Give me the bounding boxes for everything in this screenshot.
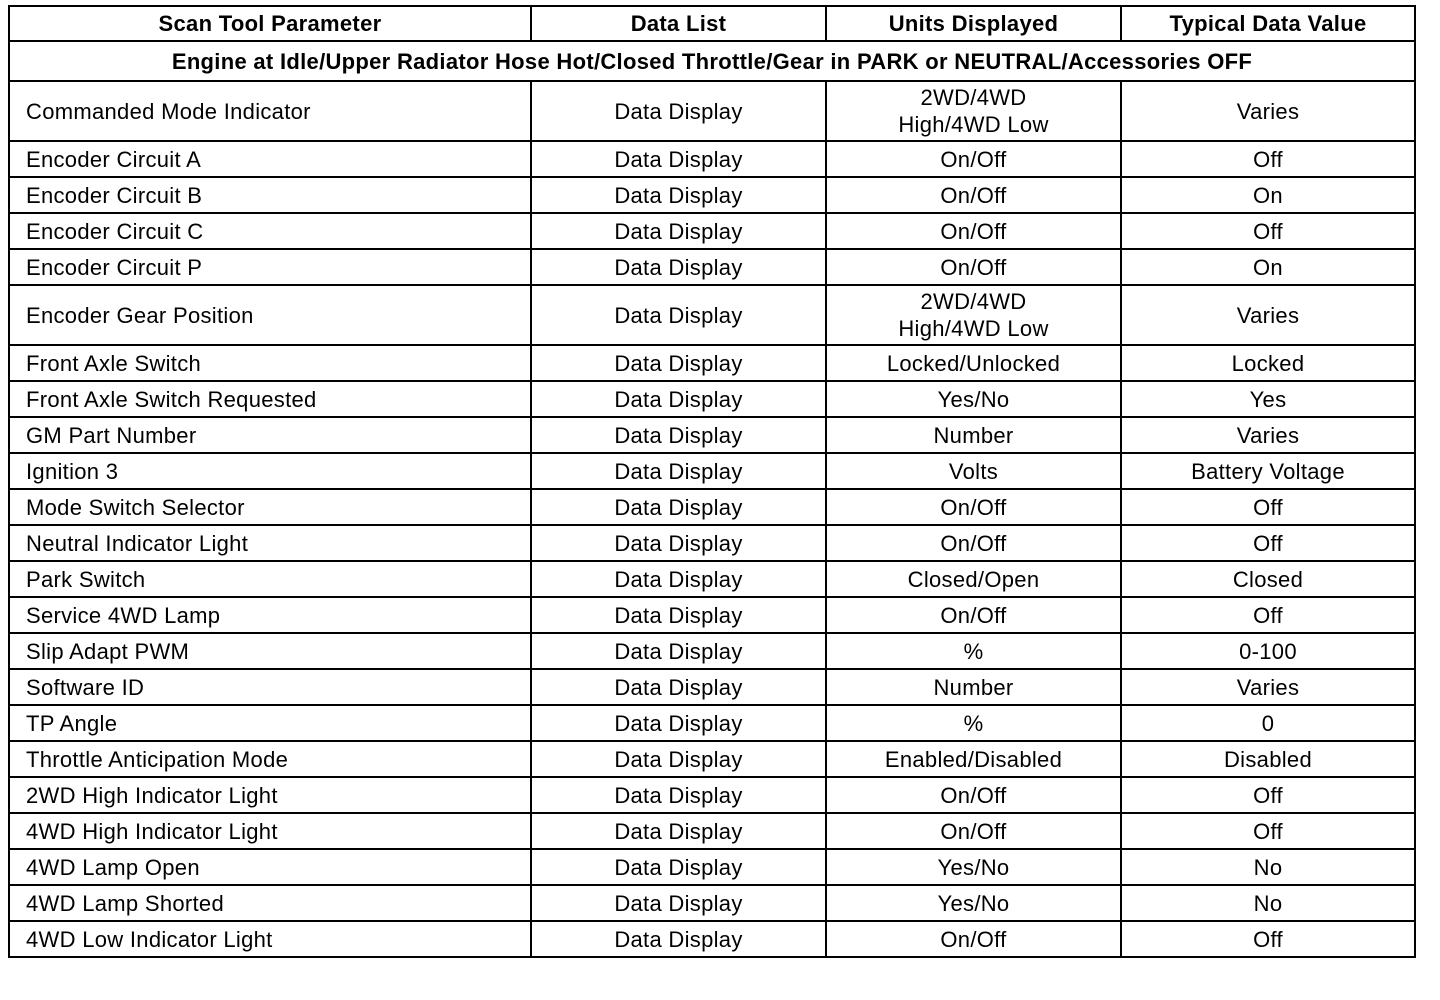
typical-data-value: Off	[1121, 813, 1415, 849]
table-row	[9, 381, 1415, 417]
units-displayed	[826, 525, 1121, 561]
data-list-value: Data Display	[531, 849, 826, 885]
units-displayed	[826, 921, 1121, 957]
parameter-name: TP Angle	[9, 705, 531, 741]
parameter-name: Mode Switch Selector	[9, 489, 531, 525]
parameter-name: 4WD Lamp Shorted	[9, 885, 531, 921]
units-line: Yes/No	[937, 890, 1010, 916]
data-list-value: Data Display	[531, 381, 826, 417]
units-line: 2WD/4WD	[920, 289, 1027, 314]
typical-data-value: No	[1121, 849, 1415, 885]
units-displayed	[826, 177, 1121, 213]
typical-data-value: Varies	[1121, 285, 1415, 345]
units-displayed	[826, 81, 1121, 141]
units-displayed	[826, 141, 1121, 177]
data-list-value: Data Display	[531, 249, 826, 285]
parameter-name: Encoder Circuit A	[9, 141, 531, 177]
parameter-name: 2WD High Indicator Light	[9, 777, 531, 813]
units-line: 2WD/4WD	[920, 85, 1027, 110]
units-displayed	[826, 417, 1121, 453]
units-line: On/Off	[940, 182, 1007, 208]
typical-data-value: Yes	[1121, 381, 1415, 417]
table-row	[9, 489, 1415, 525]
table-row	[9, 597, 1415, 633]
units-line: On/Off	[940, 146, 1007, 172]
units-line: On/Off	[940, 254, 1007, 280]
table-row	[9, 561, 1415, 597]
table-row	[9, 849, 1415, 885]
parameter-name: 4WD High Indicator Light	[9, 813, 531, 849]
units-line: Yes/No	[937, 386, 1010, 412]
units-line: On/Off	[940, 782, 1007, 808]
table-row	[9, 417, 1415, 453]
parameter-name: Commanded Mode Indicator	[9, 81, 531, 141]
scan-tool-data-table	[8, 5, 1416, 958]
units-line: Closed/Open	[907, 566, 1040, 592]
units-displayed	[826, 453, 1121, 489]
typical-data-value: Varies	[1121, 81, 1415, 141]
table-row	[9, 141, 1415, 177]
units-line: Yes/No	[937, 854, 1010, 880]
parameter-name: Service 4WD Lamp	[9, 597, 531, 633]
typical-data-value: Varies	[1121, 417, 1415, 453]
header-typical-data-value: Typical Data Value	[1121, 6, 1415, 41]
header-units-displayed: Units Displayed	[826, 6, 1121, 41]
units-line: On/Off	[940, 218, 1007, 244]
parameter-name: Encoder Circuit C	[9, 213, 531, 249]
table-row	[9, 885, 1415, 921]
condition-row	[9, 41, 1415, 81]
typical-data-value: Varies	[1121, 669, 1415, 705]
typical-data-value: On	[1121, 177, 1415, 213]
table-row	[9, 345, 1415, 381]
parameter-name: Park Switch	[9, 561, 531, 597]
data-list-value: Data Display	[531, 489, 826, 525]
header-data-list: Data List	[531, 6, 826, 41]
units-line: %	[963, 638, 984, 664]
units-line: %	[963, 710, 984, 736]
operating-condition: Engine at Idle/Upper Radiator Hose Hot/Closed Throttle/Gear in PARK or NEUTRAL/Accessories OFF	[9, 41, 1415, 81]
units-displayed	[826, 213, 1121, 249]
data-list-value: Data Display	[531, 741, 826, 777]
parameter-name: Encoder Circuit B	[9, 177, 531, 213]
table-body	[9, 41, 1415, 957]
units-line: Volts	[948, 458, 999, 484]
data-list-value: Data Display	[531, 885, 826, 921]
typical-data-value: 0-100	[1121, 633, 1415, 669]
parameter-name: Software ID	[9, 669, 531, 705]
units-line: High/4WD Low	[898, 112, 1049, 137]
header-row	[9, 6, 1415, 41]
data-list-value: Data Display	[531, 561, 826, 597]
typical-data-value: Locked	[1121, 345, 1415, 381]
data-list-value: Data Display	[531, 177, 826, 213]
data-list-value: Data Display	[531, 213, 826, 249]
table-row	[9, 741, 1415, 777]
data-list-value: Data Display	[531, 597, 826, 633]
typical-data-value: On	[1121, 249, 1415, 285]
units-displayed	[826, 777, 1121, 813]
units-line: High/4WD Low	[898, 316, 1049, 341]
table-row	[9, 213, 1415, 249]
units-displayed	[826, 597, 1121, 633]
data-list-value: Data Display	[531, 705, 826, 741]
parameter-name: GM Part Number	[9, 417, 531, 453]
typical-data-value: Off	[1121, 921, 1415, 957]
parameter-name: Front Axle Switch	[9, 345, 531, 381]
parameter-name: Neutral Indicator Light	[9, 525, 531, 561]
units-displayed	[826, 669, 1121, 705]
units-line: Number	[933, 422, 1014, 448]
data-list-value: Data Display	[531, 285, 826, 345]
data-list-value: Data Display	[531, 345, 826, 381]
typical-data-value: Off	[1121, 141, 1415, 177]
typical-data-value: 0	[1121, 705, 1415, 741]
units-displayed	[826, 849, 1121, 885]
parameter-name: 4WD Low Indicator Light	[9, 921, 531, 957]
parameter-name: Slip Adapt PWM	[9, 633, 531, 669]
parameter-name: Throttle Anticipation Mode	[9, 741, 531, 777]
units-line: On/Off	[940, 602, 1007, 628]
table-row	[9, 177, 1415, 213]
typical-data-value: Closed	[1121, 561, 1415, 597]
units-displayed	[826, 285, 1121, 345]
table-row	[9, 705, 1415, 741]
units-line: On/Off	[940, 494, 1007, 520]
units-displayed	[826, 489, 1121, 525]
data-list-value: Data Display	[531, 141, 826, 177]
table-row	[9, 249, 1415, 285]
table-row	[9, 669, 1415, 705]
units-displayed	[826, 345, 1121, 381]
data-list-value: Data Display	[531, 813, 826, 849]
units-displayed	[826, 249, 1121, 285]
units-displayed	[826, 381, 1121, 417]
data-list-value: Data Display	[531, 417, 826, 453]
header-scan-tool-parameter: Scan Tool Parameter	[9, 6, 531, 41]
table-row	[9, 453, 1415, 489]
units-displayed	[826, 633, 1121, 669]
typical-data-value: Off	[1121, 525, 1415, 561]
units-line: On/Off	[940, 530, 1007, 556]
units-displayed	[826, 561, 1121, 597]
units-displayed	[826, 741, 1121, 777]
units-displayed	[826, 885, 1121, 921]
data-list-value: Data Display	[531, 921, 826, 957]
data-list-value: Data Display	[531, 777, 826, 813]
data-list-value: Data Display	[531, 633, 826, 669]
units-displayed	[826, 705, 1121, 741]
data-list-value: Data Display	[531, 453, 826, 489]
units-line: Locked/Unlocked	[886, 350, 1061, 376]
table-row	[9, 633, 1415, 669]
table-row	[9, 777, 1415, 813]
table-row	[9, 81, 1415, 141]
typical-data-value: Battery Voltage	[1121, 453, 1415, 489]
units-line: On/Off	[940, 818, 1007, 844]
typical-data-value: Disabled	[1121, 741, 1415, 777]
units-displayed	[826, 813, 1121, 849]
units-line: On/Off	[940, 926, 1007, 952]
table-row	[9, 813, 1415, 849]
parameter-name: 4WD Lamp Open	[9, 849, 531, 885]
parameter-name: Encoder Gear Position	[9, 285, 531, 345]
units-line: Enabled/Disabled	[884, 746, 1063, 772]
table-row	[9, 921, 1415, 957]
parameter-name: Front Axle Switch Requested	[9, 381, 531, 417]
parameter-name: Encoder Circuit P	[9, 249, 531, 285]
typical-data-value: No	[1121, 885, 1415, 921]
typical-data-value: Off	[1121, 597, 1415, 633]
data-list-value: Data Display	[531, 669, 826, 705]
table-row	[9, 285, 1415, 345]
data-list-value: Data Display	[531, 525, 826, 561]
units-line: Number	[933, 674, 1014, 700]
typical-data-value: Off	[1121, 213, 1415, 249]
table-row	[9, 525, 1415, 561]
typical-data-value: Off	[1121, 777, 1415, 813]
typical-data-value: Off	[1121, 489, 1415, 525]
data-list-value: Data Display	[531, 81, 826, 141]
parameter-name: Ignition 3	[9, 453, 531, 489]
